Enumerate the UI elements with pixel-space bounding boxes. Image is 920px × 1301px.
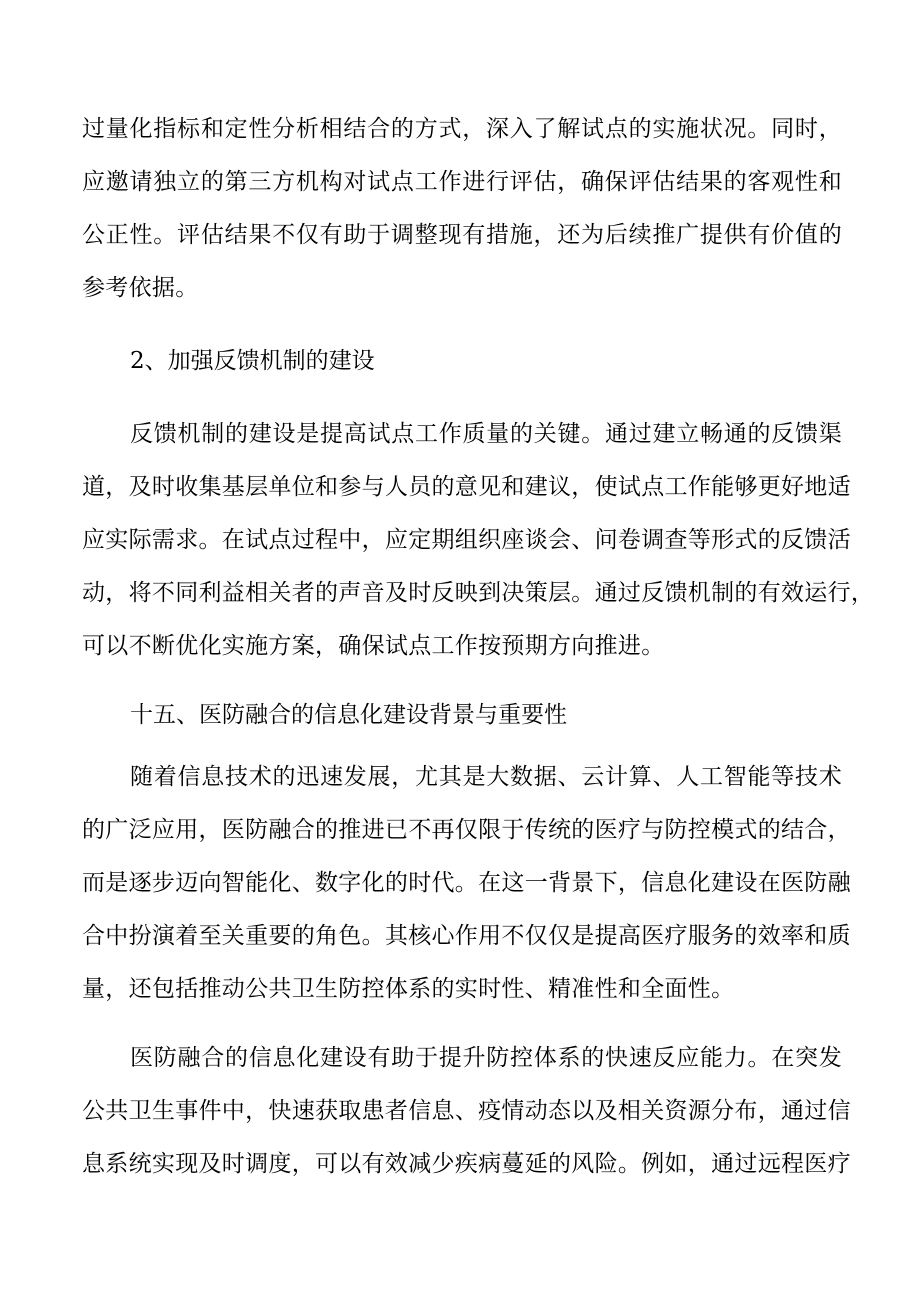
text-line: 量，还包括推动公共卫生防控体系的实时性、精准性和全面性。 (82, 976, 735, 1002)
text-line: 随着信息技术的迅速发展，尤其是大数据、云计算、人工智能等技术 (130, 764, 842, 790)
paragraph-evaluation (82, 103, 842, 315)
text-line: 过量化指标和定性分析相结合的方式，深入了解试点的实施状况。同时， (82, 116, 842, 142)
text-line: 合中扮演着至关重要的角色。其核心作用不仅仅是提高医疗服务的效率和质 (82, 923, 851, 949)
document-page (82, 103, 875, 1191)
paragraph-feedback (82, 408, 875, 673)
text-line: 反馈机制的建设是提高试点工作质量的关键。通过建立畅通的反馈渠 (130, 421, 842, 447)
text-line: 参考依据。 (82, 275, 199, 301)
text-line: 而是逐步迈向智能化、数字化的时代。在这一背景下，信息化建设在医防融 (82, 870, 851, 896)
text-line: 息系统实现及时调度，可以有效减少疾病蔓延的风险。例如，通过远程医疗 (82, 1151, 851, 1177)
text-line: 公正性。评估结果不仅有助于调整现有措施，还为后续推广提供有价值的 (82, 222, 842, 248)
text-line: 可以不断优化实施方案，确保试点工作按预期方向推进。 (82, 633, 665, 659)
text-line: 的广泛应用，医防融合的推进已不再仅限于传统的医疗与防控模式的结合， (82, 817, 851, 843)
section-heading-informatization: 十五、医防融合的信息化建设背景与重要性 (130, 702, 567, 728)
paragraph-background (82, 751, 851, 1016)
text-line: 应邀请独立的第三方机构对试点工作进行评估，确保评估结果的客观性和 (82, 169, 842, 195)
paragraph-response-capability (82, 1032, 851, 1191)
text-line: 道，及时收集基层单位和参与人员的意见和建议，使试点工作能够更好地适 (82, 474, 851, 500)
text-line: 医防融合的信息化建设有助于提升防控体系的快速反应能力。在突发 (130, 1045, 842, 1071)
text-line: 公共卫生事件中，快速获取患者信息、疫情动态以及相关资源分布，通过信 (82, 1098, 851, 1124)
text-line: 应实际需求。在试点过程中，应定期组织座谈会、问卷调查等形式的反馈活 (82, 527, 851, 553)
section-heading-feedback: 2、加强反馈机制的建设 (130, 348, 375, 374)
text-line: 动，将不同利益相关者的声音及时反映到决策层。通过反馈机制的有效运行， (82, 580, 875, 606)
